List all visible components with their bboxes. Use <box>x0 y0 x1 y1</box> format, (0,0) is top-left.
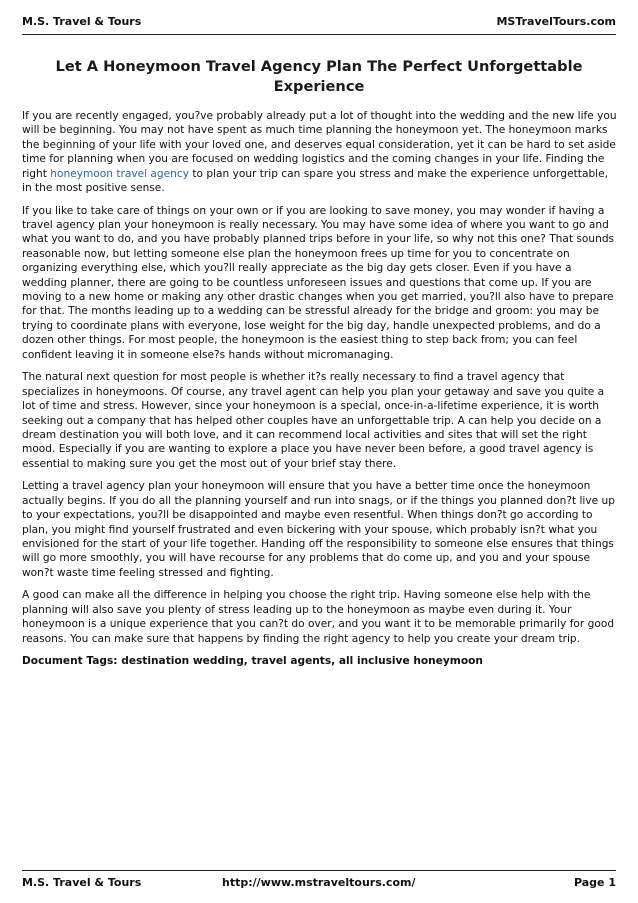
paragraph-1 <box>22 109 618 195</box>
page-number: Page 1 <box>573 876 616 889</box>
paragraph-3: The natural next question for most people is whether it?s really necessary to find a travel agency that specializes in honeymoons. Of course, any travel agent can help you plan your getaway and save you quite a lot of time and stress. However, since your honeymoon is a special, once-in-a-lifetime experience, it is worth seeking out a company that has helped other couples have an unforgettable trip. A can help you decide on a dream destination you will both love, and it can recommend local activities and sites that will set the right mood. Especially if you are wanting to explore a place you have never been before, a good travel agency is essential to making sure you get the most out of your brief stay there. <box>22 371 605 470</box>
page-header <box>22 14 616 35</box>
article-title: Let A Honeymoon Travel Agency Plan The Perfect Unforgettable Experience <box>55 58 583 95</box>
page-footer <box>22 870 616 891</box>
footer-company-name: M.S. Travel & Tours <box>22 876 142 889</box>
paragraph-2: If you like to take care of things on your own or if you are looking to save money, you may wonder if having a travel agency plan your honeymoon is really necessary. You may have some idea of where you want to go and what you want to do, and you have probably planned trips before in your life, so why not this one? That sounds reasonable now, but letting someone else plan the honeymoon frees up time for you to concentrate on organizing everything else, which you?ll really appreciate as the big day gets closer. Even if you have a wedding planner, there are going to be countless unforeseen issues and questions that come up. If you are moving to a new home or making any other drastic changes when you get married, you?ll also have to prepare for that. The months leading up to a wedding can be stressful already for the bridge and groom: you may be trying to coordinate plans with everyone, lose weight for the big day, handle unexpected problems, and do a dozen other things. For most people, the honeymoon is the easiest thing to step back from; you can feel confident leaving it in someone else?s hands without micromanaging. <box>22 204 615 361</box>
paragraph-1-text-before: If you are recently engaged, you?ve probably already put a lot of thought into the wedding and the new life you will be beginning. You may not have spent as much time planning the honeymoon yet. The honeymoon marks the beginning of your life with your loved one, and deserves equal consideration, yet it can be hard to set aside time for planning when you are focused on wedding logistics and the coming changes in your life. Finding the right <box>22 110 617 180</box>
paragraph-1-text-after: to plan your trip can spare you stress and make the experience unforgettable, in the most positive sense. <box>22 167 608 195</box>
paragraph-4: Letting a travel agency plan your honeymoon will ensure that you have a better time once the honeymoon actually begins. If you do all the planning yourself and run into snags, or if the things you planned don?t live up to your expectations, you?ll be disappointed and maybe even resentful. When things don?t go according to plan, you might find yourself frustrated and even bickering with your spouse, which probably isn?t what you envisioned for the start of your life together. Handing off the responsibility to someone else ensures that things will go more smoothly, you will have recourse for any problems that do come up, and you and your spouse won?t waste time feeling stressed and fighting. <box>22 480 615 579</box>
footer-url: http://www.mstraveltours.com/ <box>222 876 416 889</box>
header-company-name: M.S. Travel & Tours <box>22 15 142 28</box>
article-body <box>22 109 618 677</box>
paragraph-5: A good can make all the difference in helping you choose the right trip. Having someone else help with the planning will also save you plenty of stress leading up to the honeymoon as maybe even during it. Your honeymoon is a unique experience that you can?t do over, and you want it to be memorable primarily for good reasons. You can make sure that happens by finding the right agency to help you create your dream trip. <box>22 589 615 645</box>
document-tags: Document Tags: destination wedding, travel agents, all inclusive honeymoon <box>22 655 483 668</box>
header-site-name: MSTravelTours.com <box>496 15 616 28</box>
honeymoon-travel-agency-link[interactable]: honeymoon travel agency <box>50 167 189 180</box>
